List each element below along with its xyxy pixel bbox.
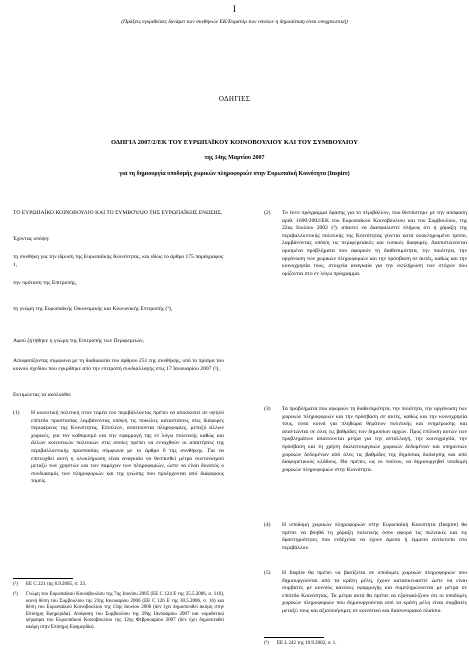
footnote-number: (²) xyxy=(13,592,18,597)
preamble-intro: ΤΟ ΕΥΡΩΠΑΪΚΟ ΚΟΙΝΟΒΟΥΛΙΟ ΚΑΙ ΤΟ ΣΥΜΒΟΥΛΙΟ ΤΗΣ ΕΥΡΩΠΑΪΚΗΣ ΕΝΩΣΗΣ, xyxy=(13,210,223,216)
recital-number: (3) xyxy=(264,406,271,412)
recital-text: Τα προβλήματα που αφορούν τη διαθεσιμότητα, την ποιότητα, την οργάνωση των χωρικών πληροφοριών και την πρόσβαση σε αυτές, καθώς και την κοινοχρησία τους, είναι κοινά για πληθώρα θεμάτων πολιτικής και ενημέρωσης και απαντώνται σε όλες τις βαθμίδες των δημοσίων αρχών. Προς επίλυση αυτών των προβλημάτων απαιτούνται μέτρα για την ανταλλαγή, την κοινοχρησία, την πρόσβαση και τη χρήση διαλειτουργικών χωρικών δεδομένων και υπηρεσιών χωρικών δεδομένων από όλες τις βαθμίδες της δημόσιας διοίκησης και από διαφορετικούς κλάδους. Θα πρέπει, ως εκ τούτου, να δημιουργηθεί υποδομή χωρικών πληροφοριών στην Κοινότητα. xyxy=(282,406,467,473)
footnote-text: ΕΕ L 242 της 10.9.2002, σ. 1. xyxy=(277,641,337,646)
directive-title: ΟΔΗΓΙΑ 2007/2/ΕΚ ΤΟΥ ΕΥΡΩΠΑΪΚΟΥ ΚΟΙΝΟΒΟΥΛΙΟΥ ΚΑΙ ΤΟΥ ΣΥΜΒΟΥΛΙΟΥ xyxy=(111,139,358,146)
footnote-number: (¹) xyxy=(13,582,18,587)
citation-procedure: Αποφασίζοντας σύμφωνα με τη διαδικασία του άρθρου 251 της συνθήκης, υπό το πρίσμα του κοινού σχεδίου που εγκρίθηκε από την επιτροπή συνδιαλλαγής στις 17 Ιανουαρίου 2007 (²), xyxy=(13,358,224,372)
having-regard: Έχοντας υπόψη: xyxy=(13,236,50,242)
page-numeral: I xyxy=(233,4,236,14)
recital-text: Η Inspire θα πρέπει να βασίζεται σε υποδομές χωρικών πληροφοριών που δημιουργούνται από τα κράτη μέλη, έχουν κατασκευαστεί ώστε να είναι συμβατές με κοινούς κανόνες εφαρμογής και συμπληρώνονται με μέτρα σε επίπεδο Κοινότητας. Τα μέτρα αυτά θα πρέπει να εξασφαλίζουν ότι οι υποδομές χωρικών πληροφοριών που δημιουργούνται από τα κράτη μέλη είναι συμβατές μεταξύ τους και αξιοποιήσιμες σε κοινοτικό και διασυνοριακό πλαίσιο. xyxy=(282,570,467,614)
citation-proposal: την πρόταση της Επιτροπής, xyxy=(13,280,77,286)
directive-subject: για τη δημιουργία υποδομής χωρικών πληροφοριών στην Ευρωπαϊκή Κοινότητα (Inspire) xyxy=(119,171,350,177)
citation-esc-opinion: τη γνώμη της Ευρωπαϊκής Οικονομικής και Κοινωνικής Επιτροπής (¹), xyxy=(13,306,173,312)
recital-text: Η υποδομή χωρικών πληροφοριών στην Ευρωπαϊκή Κοινότητα (Inspire) θα πρέπει να βοηθά τη χάραξη πολιτικής όσον αφορά τις πολιτικές και τις δραστηριότητες που ενδέχεται να έχουν άμεσο ή έμμεσο αντίκτυπο στο περιβάλλον. xyxy=(282,522,467,551)
recital-number: (1) xyxy=(13,410,20,416)
citation-cor-opinion: Αφού ζητήθηκε η γνώμη της Επιτροπής των Περιφερειών, xyxy=(13,338,145,344)
recital-text: Η κοινοτική πολιτική στον τομέα του περιβάλλοντος πρέπει να αποσκοπεί σε υψηλό επίπεδο προστασίας λαμβάνοντας υπόψη τις ποικίλες καταστάσεις στις διάφορες περιφέρειες της Κοινότητας. Επιπλέον, απαιτούνται πληροφορίες, μεταξύ άλλων χωρικές, για τον καθορισμό και την εφαρμογή της εν λόγω πολιτικής καθώς και άλλων κοινοτικών πολιτικών στις οποίες πρέπει να ενταχθούν οι απαιτήσεις της περιβαλλοντικής προστασίας σύμφωνα με το άρθρο 6 της συνθήκης. Για να επιτευχθεί αυτή η ολοκλήρωση είναι αναγκαίο να θεσπισθεί μέτρο συντονισμού μεταξύ των χρηστών και των παρόχων των πληροφοριών, ώστε να είναι δυνατός ο συνδυασμός των πληροφοριών και της γνώσης που προέρχονται από διάφορους τομείς. xyxy=(31,410,224,485)
recital-number: (4) xyxy=(264,522,271,528)
footnote-rule-left xyxy=(13,578,73,579)
recital-number: (2) xyxy=(264,210,271,216)
recital-number: (5) xyxy=(264,570,271,576)
directive-date: της 14ης Μαρτίου 2007 xyxy=(204,155,265,161)
section-heading: ΟΔΗΓΙΕΣ xyxy=(218,95,251,103)
right-column xyxy=(264,210,467,660)
footnote-text: Γνώμη του Ευρωπαϊκού Κοινοβουλίου της 7ης Ιουνίου 2005 (ΕΕ C 124 Ε της 25.5.2006, σ. 116), κοινή θέση του Συμβουλίου της 23ης Ιανουαρίου 2006 (ΕΕ C 126 Ε της 30.5.2006, σ. 16) και θέση του Ευρωπαϊκού Κοινοβουλίου της 13ης Ιουνίου 2006 (δεν έχει δημοσιευθεί ακόμη στην Επίσημη Εφημερίδα). Απόφαση του Συμβουλίου της 29ης Ιανουαρίου 2007 και νομοθετικό ψήφισμα του Ευρωπαϊκού Κοινοβουλίου της 12ης Φεβρουαρίου 2007 (δεν έχει δημοσιευθεί ακόμη στην Επίσημη Εφημερίδα). xyxy=(26,592,224,630)
citation-treaty: τη συνθήκη για την ίδρυση της Ευρωπαϊκής Κοινότητας, και ιδίως το άρθρο 175 παράγραφος 1, xyxy=(13,254,224,268)
footnote-text: ΕΕ C 221 της 8.9.2005, σ. 33. xyxy=(26,582,86,587)
footnote-number: (³) xyxy=(264,641,269,646)
recital-text: Το έκτο πρόγραμμα δράσης για το περιβάλλον, που θεσπίστηκε με την απόφαση αριθ. 1600/2002/ΕΚ του Ευρωπαϊκού Κοινοβουλίου και του Συμβουλίου, της 22ας Ιουλίου 2002 (³), απαιτεί να διασφαλιστεί πλήρως ότι η χάραξη της περιβαλλοντικής πολιτικής της Κοινότητας γίνεται κατά ολοκληρωμένο τρόπο, λαμβάνοντας υπόψη τις περιφερειακές και τοπικές διαφορές. Διαπιστώνονται ορισμένα προβλήματα που αφορούν τη διαθεσιμότητα, την ποιότητα, την οργάνωση των χωρικών πληροφοριών και την πρόσβαση σε αυτές, καθώς και την κοινοχρησία τους, στοιχεία αναγκαία για την εκπλήρωση των στόχων που ορίζονται στο εν λόγω πρόγραμμα. xyxy=(282,210,467,277)
whereas-label: Εκτιμώντας τα ακόλουθα: xyxy=(13,392,72,398)
footnote-rule-right xyxy=(264,637,324,638)
acts-subtitle: (Πράξεις εγκριθείσες δυνάμει των συνθηκών ΕΚ/Ευρατόμ των οποίων η δημοσίευση είναι υποχρεωτική) xyxy=(121,19,348,25)
